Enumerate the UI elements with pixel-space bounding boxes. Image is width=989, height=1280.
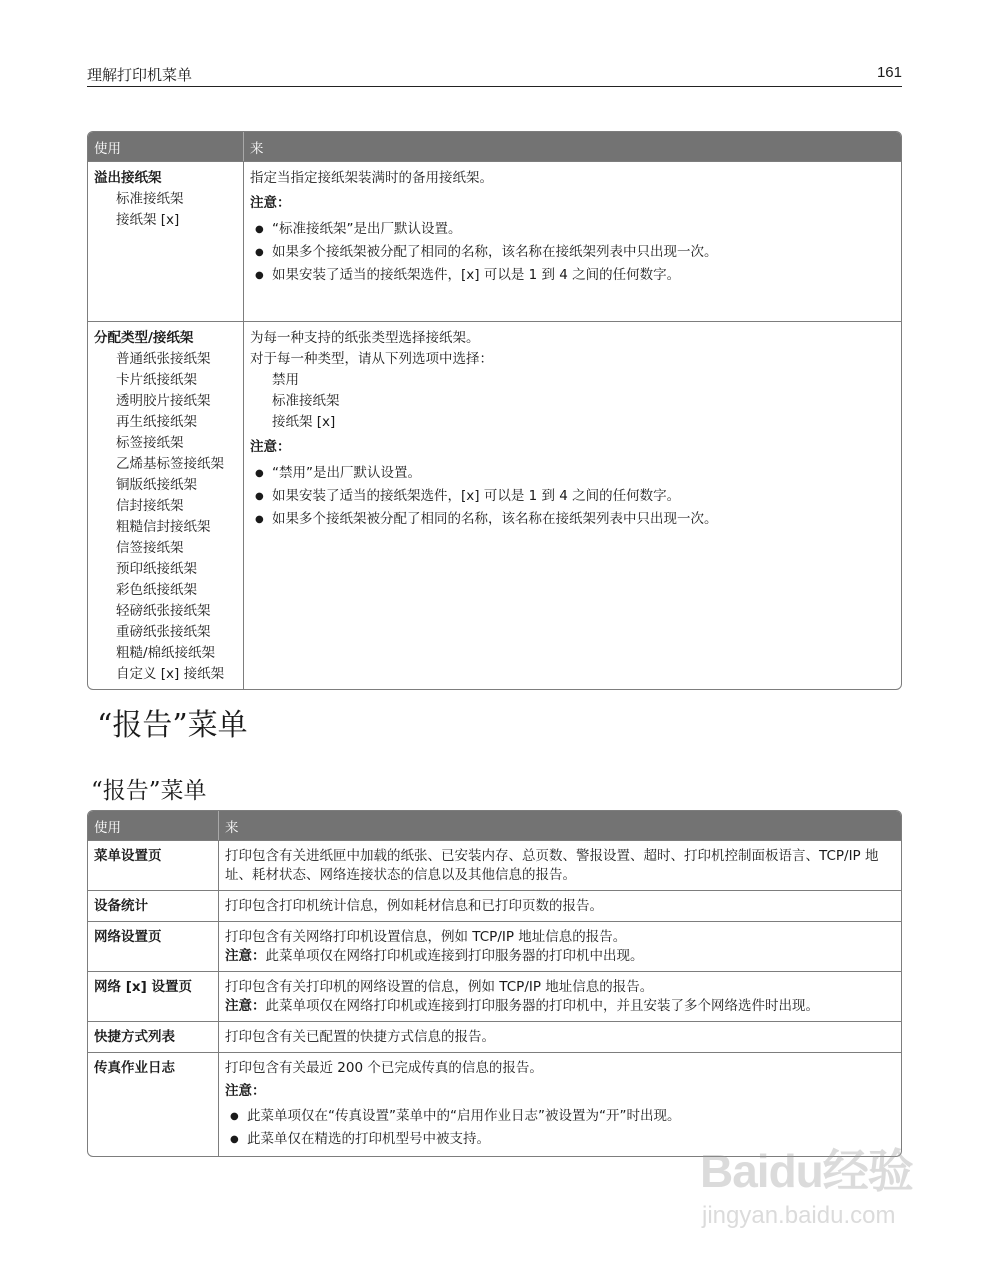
description-cell — [218, 921, 901, 971]
table-row — [88, 921, 901, 971]
note-label: 注意： — [250, 195, 291, 211]
menu-item-title: 快捷方式列表 — [88, 1021, 218, 1052]
note-text — [225, 997, 895, 1016]
menu-sub-option: 普通纸张接纸架 — [116, 351, 211, 367]
table-row — [88, 890, 901, 921]
page-number: 161 — [876, 64, 902, 81]
description-text: 打印包含打印机统计信息，例如耗材信息和已打印页数的报告。 — [218, 890, 901, 921]
column-header-use: 使用 — [88, 811, 218, 840]
column-header-use: 使用 — [88, 132, 243, 161]
menu-sub-option: 接纸架 [x] — [116, 212, 180, 228]
menu-sub-option: 重磅纸张接纸架 — [116, 624, 211, 640]
note-list — [250, 462, 895, 531]
menu-sub-option: 卡片纸接纸架 — [116, 372, 197, 388]
watermark-brand: Baidu经验 — [700, 1145, 913, 1197]
menu-sub-option: 自定义 [x] 接纸架 — [116, 666, 225, 682]
description-cell — [243, 161, 901, 321]
table-row — [88, 840, 901, 890]
description-text: 打印包含有关进纸匣中加载的纸张、已安装内存、总页数、警报设置、超时、打印机控制面板语言、TCP/IP 地址、耗材状态、网络连接状态的信息以及其他信息的报告。 — [218, 840, 901, 890]
menu-sub-option: 乙烯基标签接纸架 — [116, 456, 224, 472]
table-row — [88, 161, 901, 321]
menu-sub-option: 标签接纸架 — [116, 435, 184, 451]
reports-menu-table — [87, 810, 902, 1157]
table-row — [88, 971, 901, 1021]
menu-item-title: 菜单设置页 — [88, 840, 218, 890]
table-row — [88, 321, 901, 689]
list-item: ● 此菜单仅在精选的打印机型号中被支持。 — [225, 1128, 895, 1151]
output-bin-menu-table — [87, 131, 902, 690]
menu-item-title: 分配类型/接纸架 — [94, 330, 194, 346]
menu-item-title: 设备统计 — [88, 890, 218, 921]
menu-item-cell — [88, 321, 243, 689]
page-header — [87, 64, 902, 87]
list-item: ● 如果多个接纸架被分配了相同的名称，该名称在接纸架列表中只出现一次。 — [250, 508, 895, 531]
list-item: ● “标准接纸架”是出厂默认设置。 — [250, 218, 895, 241]
menu-item-title: 网络 [x] 设置页 — [88, 971, 218, 1021]
list-item: ● 此菜单项仅在“传真设置”菜单中的“启用作业日志”被设置为“开”时出现。 — [225, 1105, 895, 1128]
watermark — [700, 1130, 940, 1250]
note-list — [250, 218, 895, 287]
description-text: 对于每一种类型，请从下列选项中选择： — [250, 351, 493, 367]
list-item: ● “禁用”是出厂默认设置。 — [250, 462, 895, 485]
menu-item-cell — [88, 161, 243, 321]
menu-sub-option: 彩色纸接纸架 — [116, 582, 197, 598]
description-text: 打印包含有关打印机的网络设置的信息，例如 TCP/IP 地址信息的报告。 — [225, 979, 654, 995]
description-cell — [243, 321, 901, 689]
menu-sub-option: 粗糙/棉纸接纸架 — [116, 645, 216, 661]
menu-item-title: 溢出接纸架 — [94, 170, 162, 186]
description-text: 打印包含有关最近 200 个已完成传真的信息的报告。 — [225, 1060, 543, 1076]
menu-sub-option: 信封接纸架 — [116, 498, 184, 514]
menu-sub-option: 粗糙信封接纸架 — [116, 519, 211, 535]
menu-item-title: 传真作业日志 — [88, 1052, 218, 1156]
option-value: 接纸架 [x] — [272, 414, 336, 430]
description-text: 指定当指定接纸架装满时的备用接纸架。 — [250, 170, 493, 186]
note-label: 注意： — [225, 1083, 266, 1099]
menu-item-title: 网络设置页 — [88, 921, 218, 971]
option-value: 标准接纸架 — [272, 393, 340, 409]
running-title: 理解打印机菜单 — [87, 66, 193, 84]
note-body: 此菜单项仅在网络打印机或连接到打印服务器的打印机中，并且安装了多个网络选件时出现。 — [265, 998, 819, 1014]
watermark-site: jingyan.baidu.com — [702, 1202, 896, 1229]
list-item: ● 如果多个接纸架被分配了相同的名称，该名称在接纸架列表中只出现一次。 — [250, 241, 895, 264]
description-cell — [218, 971, 901, 1021]
note-label: 注意： — [250, 439, 291, 455]
subsection-heading: “报告”菜单 — [91, 778, 207, 804]
menu-sub-option: 标准接纸架 — [116, 191, 184, 207]
note-label: 注意： — [225, 998, 266, 1014]
menu-sub-option: 信签接纸架 — [116, 540, 184, 556]
column-header-to: 来 — [243, 132, 901, 161]
note-text — [225, 947, 895, 966]
note-label: 注意： — [225, 948, 266, 964]
column-header-to: 来 — [218, 811, 901, 840]
description-text: 打印包含有关网络打印机设置信息，例如 TCP/IP 地址信息的报告。 — [225, 929, 627, 945]
description-text: 打印包含有关已配置的快捷方式信息的报告。 — [218, 1021, 901, 1052]
list-item: ● 如果安装了适当的接纸架选件，[x] 可以是 1 到 4 之间的任何数字。 — [250, 485, 895, 508]
option-value: 禁用 — [272, 372, 299, 388]
menu-sub-option: 再生纸接纸架 — [116, 414, 197, 430]
table-row — [88, 1021, 901, 1052]
menu-sub-option: 轻磅纸张接纸架 — [116, 603, 211, 619]
note-body: 此菜单项仅在网络打印机或连接到打印服务器的打印机中出现。 — [265, 948, 644, 964]
menu-sub-option: 铜版纸接纸架 — [116, 477, 197, 493]
menu-sub-option: 预印纸接纸架 — [116, 561, 197, 577]
menu-sub-option: 透明胶片接纸架 — [116, 393, 211, 409]
section-heading: “报告”菜单 — [97, 708, 248, 743]
description-text: 为每一种支持的纸张类型选择接纸架。 — [250, 330, 480, 346]
list-item: ● 如果安装了适当的接纸架选件，[x] 可以是 1 到 4 之间的任何数字。 — [250, 264, 895, 287]
